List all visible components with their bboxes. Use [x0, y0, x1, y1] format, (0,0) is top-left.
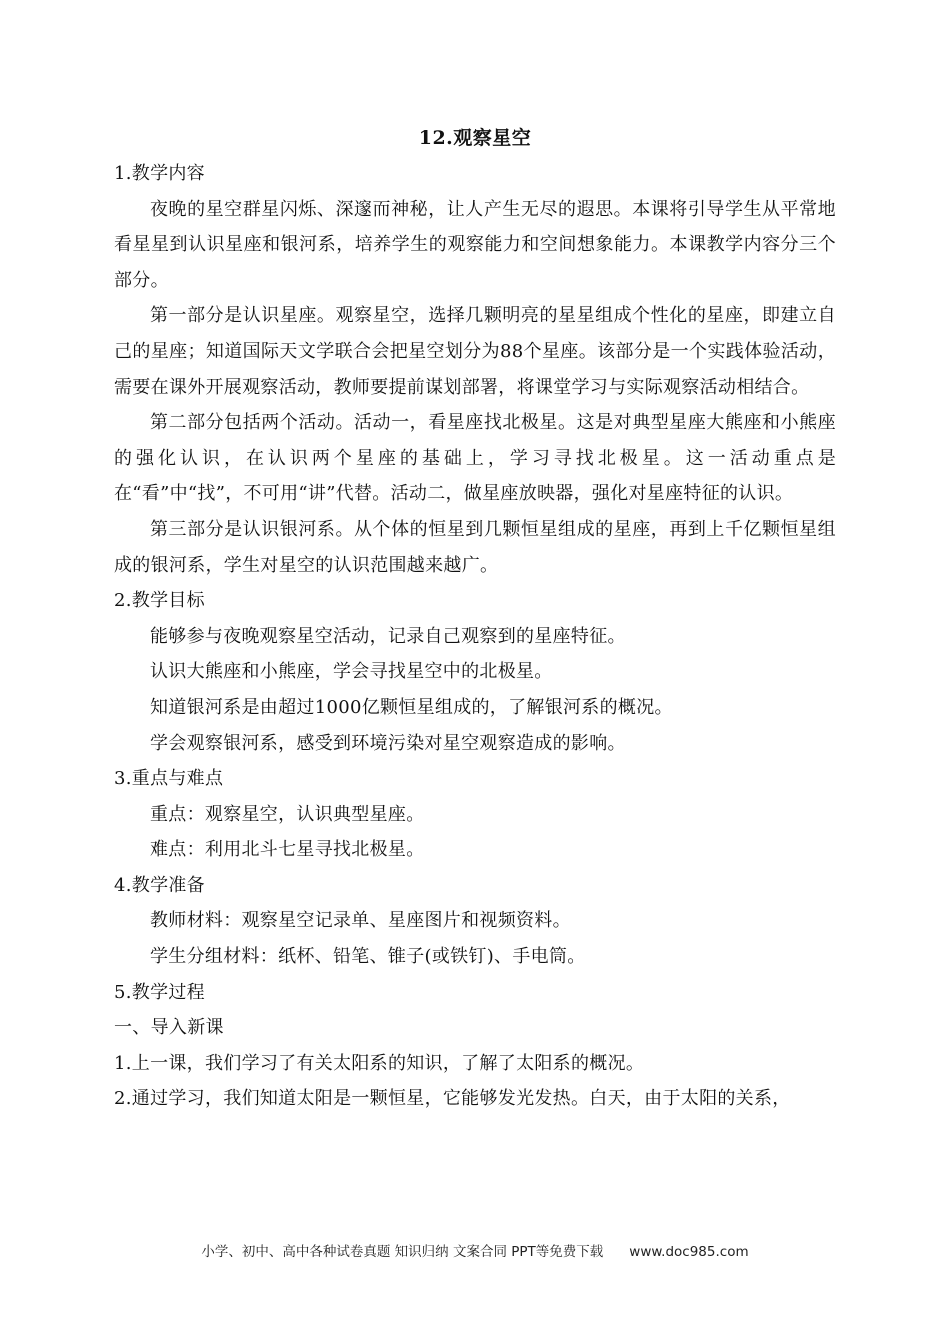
paragraph: 第一部分是认识星座。观察星空，选择几颗明亮的星星组成个性化的星座，即建立自己的星座；知道国际天文学联合会把星空划分为88个星座。该部分是一个实践体验活动，需要在课外开展观察活动，教师要提前谋划部署，将课堂学习与实际观察活动相结合。 — [114, 305, 836, 398]
list-item: 重点：观察星空，认识典型星座。 — [150, 803, 425, 825]
section-heading-preparation: 4.教学准备 — [114, 874, 205, 896]
list-item: 教师材料：观察星空记录单、星座图片和视频资料。 — [150, 910, 571, 932]
paragraph: 夜晚的星空群星闪烁、深邃而神秘，让人产生无尽的遐思。本课将引导学生从平常地看星星到认识星座和银河系，培养学生的观察能力和空间想象能力。本课教学内容分三个部分。 — [114, 198, 836, 291]
document-page — [114, 120, 836, 1117]
paragraph: 第三部分是认识银河系。从个体的恒星到几颗恒星组成的星座，再到上千亿颗恒星组成的银河系，学生对星空的认识范围越来越广。 — [114, 518, 836, 576]
list-item: 认识大熊座和小熊座，学会寻找星空中的北极星。 — [150, 661, 553, 683]
list-item: 知道银河系是由超过1000亿颗恒星组成的，了解银河系的概况。 — [150, 696, 673, 718]
section-heading-goals: 2.教学目标 — [114, 590, 205, 612]
paragraph: 第二部分包括两个活动。活动一，看星座找北极星。这是对典型星座大熊座和小熊座的强化认识，在认识两个星座的基础上，学习寻找北极星。这一活动重点是在“看”中“找”，不可用“讲”代替。活动二，做星座放映器，强化对星座特征的认识。 — [114, 412, 836, 505]
footer-text: 小学、初中、高中各种试卷真题 知识归纳 文案合同 PPT等免费下载 — [201, 1244, 604, 1260]
page-title: 12.观察星空 — [418, 127, 532, 149]
list-item: 能够参与夜晚观察星空活动，记录自己观察到的星座特征。 — [150, 625, 626, 647]
footer-url[interactable]: www.doc985.com — [629, 1244, 749, 1260]
page-footer — [0, 1240, 950, 1260]
section-heading-key-points: 3.重点与难点 — [114, 768, 224, 790]
list-item: 1.上一课，我们学习了有关太阳系的知识，了解了太阳系的概况。 — [114, 1052, 645, 1074]
section-heading-process: 5.教学过程 — [114, 981, 205, 1003]
list-item: 学生分组材料：纸杯、铅笔、锥子(或铁钉)、手电筒。 — [150, 946, 586, 968]
subsection-heading: 一、导入新课 — [114, 1017, 224, 1039]
list-item: 难点：利用北斗七星寻找北极星。 — [150, 839, 425, 861]
list-item: 学会观察银河系，感受到环境污染对星空观察造成的影响。 — [150, 732, 626, 754]
section-heading-content: 1.教学内容 — [114, 163, 205, 184]
list-item: 2.通过学习，我们知道太阳是一颗恒星，它能够发光发热。白天，由于太阳的关系， — [114, 1088, 791, 1110]
